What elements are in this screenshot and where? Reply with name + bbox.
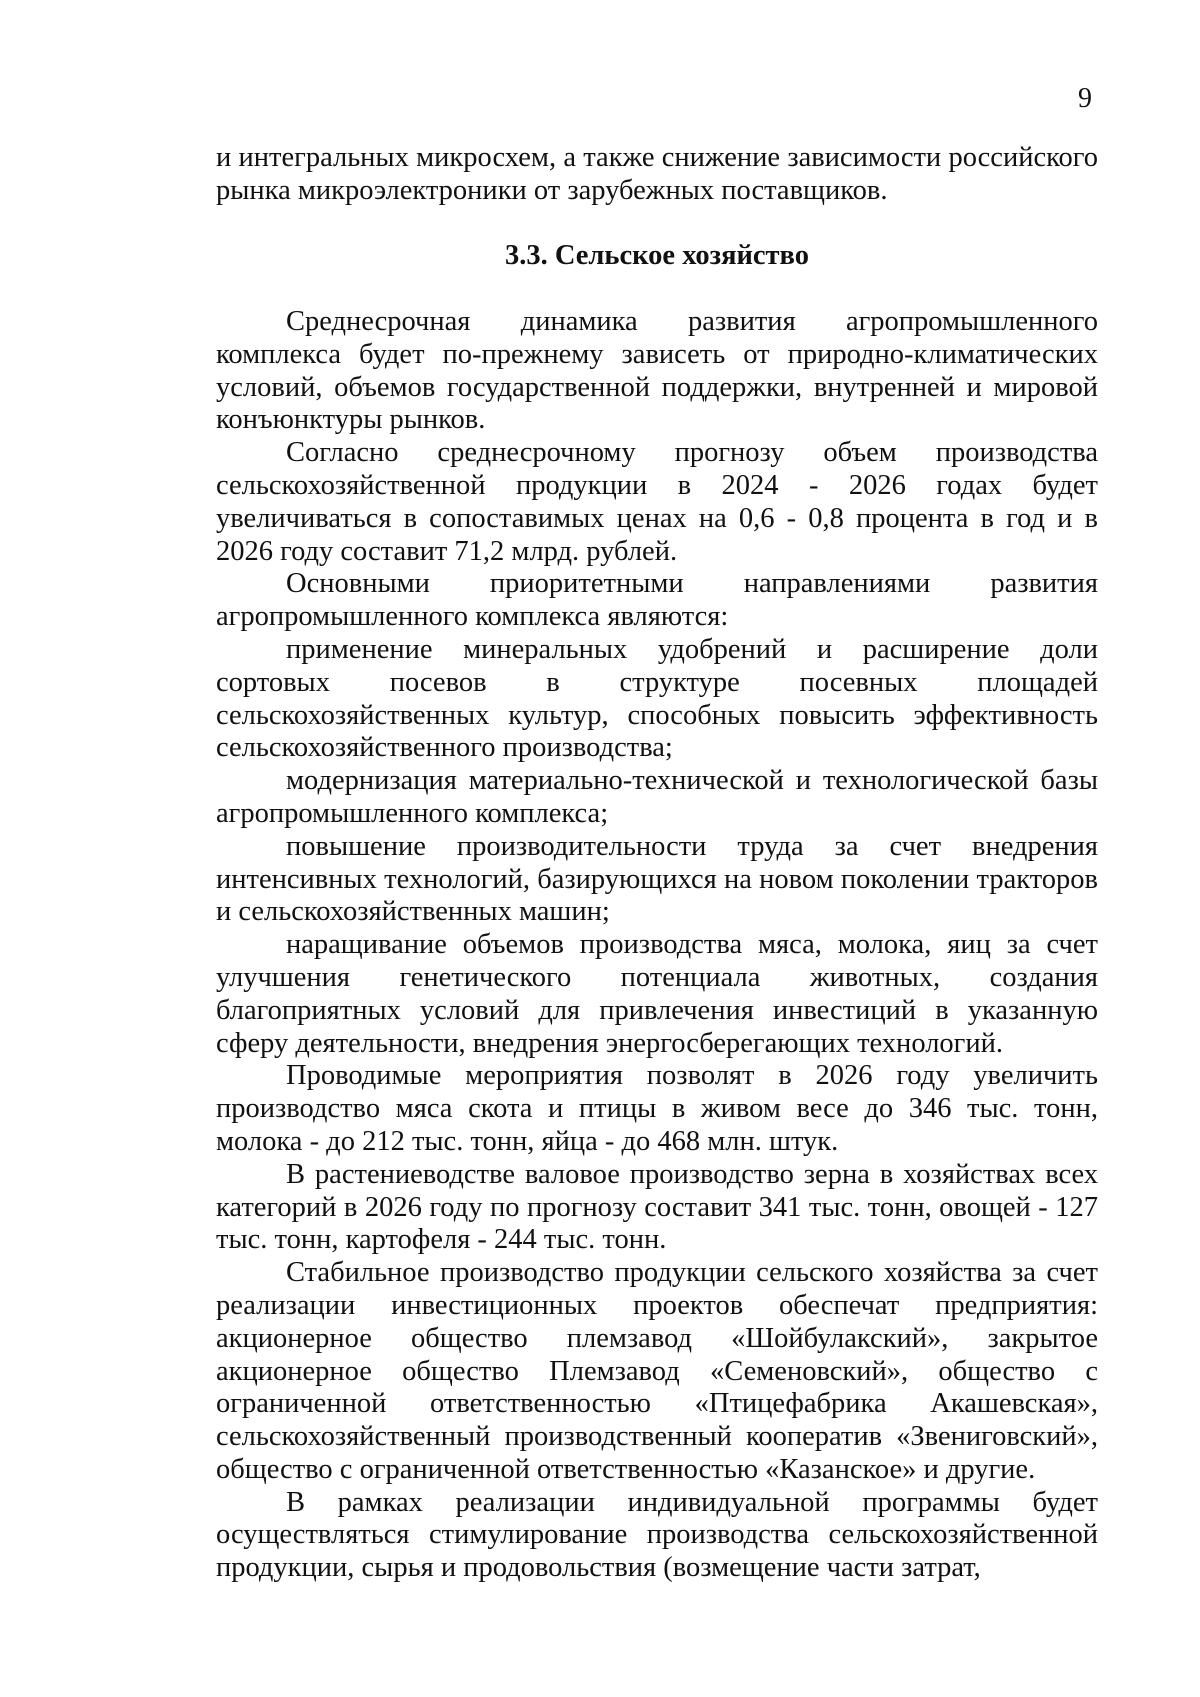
continuation-paragraph-block (216, 142, 1098, 208)
paragraph: В рамках реализации индивидуальной программы будет осуществляться стимулирование производства сельскохозяйственной продукции, сырья и продовольствия (возмещение части затрат, (216, 1486, 1098, 1584)
list-item-paragraph: применение минеральных удобрений и расширение доли сортовых посевов в структуре посевных площадей сельскохозяйственных культур, способных повысить эффективность сельскохозяйственного производства; (216, 633, 1098, 764)
paragraph: В растениеводстве валовое производство зерна в хозяйствах всех категорий в 2026 году по прогнозу составит 341 тыс. тонн, овощей - 127 тыс. тонн, картофеля - 244 тыс. тонн. (216, 1158, 1098, 1256)
section-heading: 3.3. Сельское хозяйство (504, 240, 810, 271)
list-item-paragraph: повышение производительности труда за счет внедрения интенсивных технологий, базирующихся на новом поколении тракторов и сельскохозяйственных машин; (216, 830, 1098, 928)
body-text (216, 306, 1098, 1585)
paragraph: Основными приоритетными направлениями развития агропромышленного комплекса являются: (216, 568, 1098, 633)
paragraph: Среднесрочная динамика развития агропромышленного комплекса будет по-прежнему зависеть от природно-климатических условий, объемов государственной поддержки, внутренней и мировой конъюнктуры рынков. (216, 306, 1098, 436)
list-item-paragraph: модернизация материально-технической и технологической базы агропромышленного комплекса; (216, 765, 1098, 829)
section-heading-block (216, 240, 1098, 273)
page-number: 9 (1078, 83, 1092, 114)
continuation-paragraph: и интегральных микросхем, а также снижение зависимости российского рынка микроэлектроники от зарубежных поставщиков. (216, 142, 1098, 206)
paragraph: Согласно среднесрочному прогнозу объем производства сельскохозяйственной продукции в 2024 - 2026 годах будет увеличиваться в сопоставимых ценах на 0,6 - 0,8 процента в год и в 2026 году составит 71,2 млрд. рублей. (216, 437, 1098, 567)
paragraph: Стабильное производство продукции сельского хозяйства за счет реализации инвестиционных проектов обеспечат предприятия: акционерное общество племзавод «Шойбулакский», закрытое акционерное общество Племзавод «Семеновский», общество с ограниченной ответственностью «Птицефабрика Акашевская», сельскохозяйственный производственный кооператив «Звениговский», общество с ограниченной ответственностью «Казанское» и другие. (216, 1257, 1098, 1485)
paragraph: Проводимые мероприятия позволят в 2026 году увеличить производство мяса скота и птицы в живом весе до 346 тыс. тонн, молока - до 212 тыс. тонн, яйца - до 468 млн. штук. (216, 1060, 1098, 1157)
list-item-paragraph: наращивание объемов производства мяса, молока, яиц за счет улучшения генетического потенциала животных, создания благоприятных условий для привлечения инвестиций в указанную сферу деятельности, внедрения энергосберегающих технологий. (216, 929, 1098, 1059)
